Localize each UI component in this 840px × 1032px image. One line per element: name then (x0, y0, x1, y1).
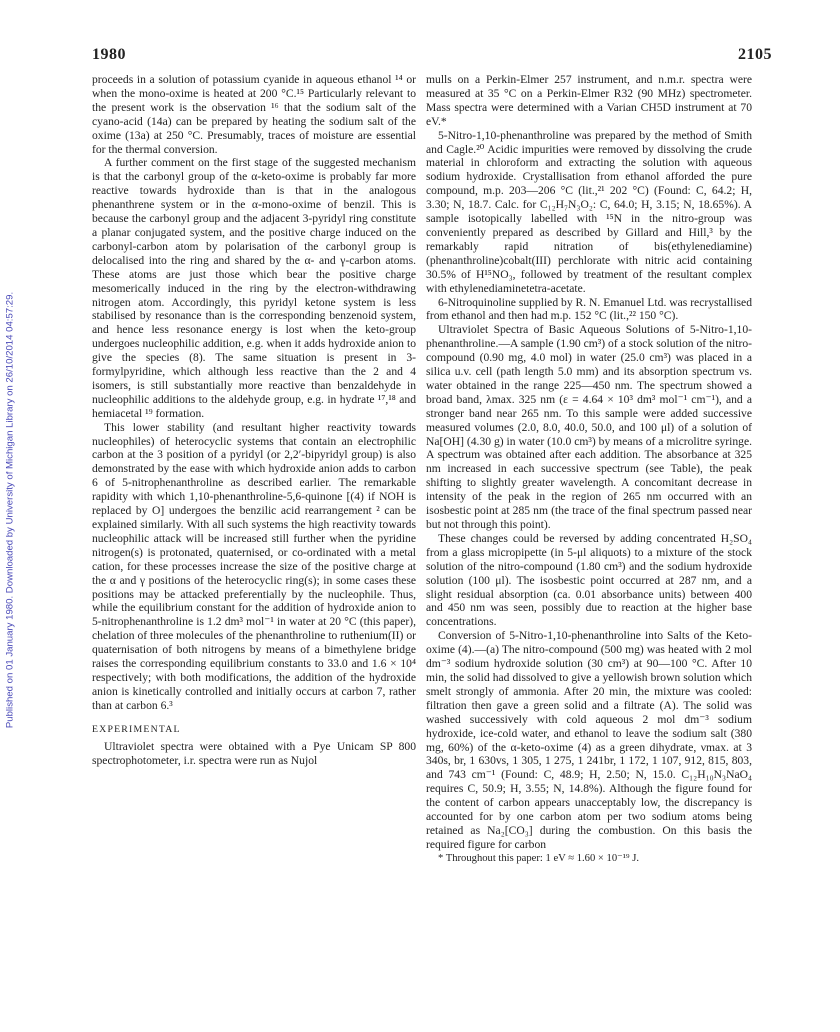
paragraph: proceeds in a solution of potassium cyanide in aqueous ethanol ¹⁴ or when the mono-oxime is heated at 200 °C.¹⁵ Particularly relevant to the present work is the observation ¹⁶ that the sodium salt of the cyano-acid (14a) can be prepared by heating the sodium salt of the oxime (13a) at 250 °C. Presumably, traces of moisture are essential for the thermal conversion. (92, 73, 416, 156)
paragraph: These changes could be reversed by adding concentrated H₂SO₄ from a glass micropipette (in 5-μl aliquots) to a mixture of the stock solution of the nitro-compound (1.80 cm³) and the sodium hydroxide solution (100 μl). The isosbestic point occurred at 287 nm, and a slight residual absorption (ca. 0.01 absorbance units) between 400 and 450 nm was seen, possibly due to reaction at the higher base concentrations. (426, 531, 752, 629)
publication-sidebar (0, 180, 20, 840)
right-column (426, 73, 752, 866)
paragraph: 6-Nitroquinoline supplied by R. N. Emanuel Ltd. was recrystallised from ethanol and then had m.p. 152 °C (lit.,²² 150 °C). (426, 295, 752, 323)
left-column (92, 73, 416, 767)
section-heading: EXPERIMENTAL (92, 723, 181, 735)
page-number: 2105 (738, 46, 772, 63)
paragraph: Ultraviolet Spectra of Basic Aqueous Solutions of 5-Nitro-1,10-phenanthroline.—A sample (1.90 cm³) of a stock solution of the nitro-compound (0.90 mg, 4.0 mol) in water (25.0 cm³) was placed in a silica u.v. cell (path length 5.0 mm) and its absorption spectrum vs. water obtained in the range 225—450 nm. The spectrum showed a broad band, λmax. 325 nm (ε = 4.64 × 10³ dm³ mol⁻¹ cm⁻¹), and a stronger band near 265 nm. To this sample were added successive measured volumes (2.0, 8.0, 40.0, 50.0, and 100 μl) of a solution of Na[OH] (4.30 g) in water (10.0 cm³) by means of a microlitre syringe. A spectrum was obtained after each addition. The absorbance at 325 nm increased in each successive spectrum (see Table), the peak shifting to slightly greater wavelength. A concomitant decrease in intensity of the peak in the region of 265 nm occurred with an isosbestic point at 285 nm (the trace of the final spectrum passed near but not through this point). (426, 323, 752, 531)
paragraph: Ultraviolet spectra were obtained with a Pye Unicam SP 800 spectrophotometer, i.r. spectra were run as Nujol (92, 739, 416, 767)
paragraph: A further comment on the first stage of the suggested mechanism is that the carbonyl group of the α-keto-oxime is probably far more reactive towards hydroxide than is that in the analogous phenanthrene system or in the α-mono-oxime of benzil. This is because the carbonyl group and the adjacent 3-pyridyl ring constitute a planar conjugated system, and the positive charge induced on the carbonyl-carbon atom by polarisation of the carbonyl group is delocalised into the ring and shared by the α- and γ-carbon atoms. These atoms are just those which bear the positive charge mesomerically induced in the ring by the electron-withdrawing nitrogen atom. Accordingly, this pyridyl ketone system is less stabilised by resonance than is the corresponding benzenoid system, and hence less resonance energy is lost when the keto-group undergoes nucleophilic addition, e.g. when it adds hydroxide anion to give the species (8). The same situation is present in 3-formylpyridine, which although less reactive than the 2 and 4 isomers, is still substantially more reactive than benzaldehyde in nucleophilic additions to the aldehyde group, e.g. in hydrate ¹⁷,¹⁸ and hemiacetal ¹⁹ formation. (92, 156, 416, 420)
paragraph: mulls on a Perkin-Elmer 257 instrument, and n.m.r. spectra were measured at 35 °C on a Perkin-Elmer R32 (90 MHz) spectrometer. Mass spectra were determined with a Varian CH5D instrument at 70 eV.* (426, 73, 752, 128)
footnote: * Throughout this paper: 1 eV ≈ 1.60 × 10⁻¹⁹ J. (438, 852, 639, 864)
paragraph: 5-Nitro-1,10-phenanthroline was prepared by the method of Smith and Cagle.²⁰ Acidic impurities were removed by dissolving the crude material in chloroform and extracting the solution with aqueous sodium hydroxide. Crystallisation from ethanol afforded the pure compound, m.p. 203—206 °C (lit.,²¹ 202 °C) (Found: C, 64.2; H, 3.30; N, 18.7. Calc. for C₁₂H₇N₃O₂: C, 64.0; H, 3.15; N, 18.65%). A sample isotopically labelled with ¹⁵N in the nitro-group was conveniently prepared as described by Gillard and Hill,³ by the remarkably rapid nitration of bis(ethylenediamine)(phenanthroline)cobalt(III) perchlorate with nitric acid containing 30.5% of H¹⁵NO₃, followed by treatment of the resultant complex with ethylenediaminetetra-acetate. (426, 128, 752, 295)
paragraph: This lower stability (and resultant higher reactivity towards nucleophiles) of heterocyclic systems that contain an electrophilic carbon at the 3 position of a pyridyl (or 2,2′-bipyridyl group) is also demonstrated by the ease with which hydroxide anion adds to carbon 6 of 5-nitrophenanthroline as described earlier. The remarkable rapidity with which 1,10-phenanthroline-5,6-quinone [(4) if NOH is replaced by O] undergoes the benzilic acid rearrangement ² can be explained similarly. With all such systems the high reactivity towards nucleophilic attack will be increased still further when the pyridine nitrogen(s) is protonated, quaternised, or co-ordinated with a metal cation, for these processes increase the size of the positive charge at the α and γ positions of the heterocyclic ring(s); in some cases these positions may be attacked preferentially by the nucleophile. Thus, while the equilibrium constant for the addition of hydroxide anion to 5-nitrophenanthroline is 1.2 dm³ mol⁻¹ in water at 20 °C (this paper), chelation of three molecules of the phenanthroline to ruthenium(II) or quaternisation of both nitrogens by means of a bimethylene bridge raises the corresponding equilibrium constants to 33.0 and 1.6 × 10⁴ respectively; with both modifications, the addition of the hydroxide anion is kinetically controlled and initially occurs at carbon 7, rather than at carbon 6.³ (92, 420, 416, 712)
paragraph: Conversion of 5-Nitro-1,10-phenanthroline into Salts of the Keto-oxime (4).—(a) The nitro-compound (500 mg) was heated with 2 mol dm⁻³ sodium hydroxide solution (30 cm³) at 90—100 °C. After 10 min, the solid had dissolved to give a yellowish brown solution which smelt strongly of ammonia. After 20 min, the mixture was cooled: filtration then gave a green solid and a filtrate (A). The solid was washed successively with cold aqueous 2 mol dm⁻³ sodium hydroxide, ice-cold water, and ethanol to leave the sodium salt (380 mg, 60%) of the α-keto-oxime (4) as a green dihydrate, νmax. at 3 340s, br, 1 630vs, 1 305, 1 275, 1 241br, 1 172, 1 107, 912, 815, 803, and 743 cm⁻¹ (Found: C, 48.9; H, 2.50; N, 15.0. C₁₂H₁₀N₃NaO₄ requires C, 50.9; H, 3.55; N, 14.8%). Although the figure found for the content of carbon appears unacceptably low, the discrepancy is accounted for by one carbon atom per two sodium atoms being retained as Na₂[CO₃] during the combustion. On this basis the required figure for carbon (426, 629, 752, 851)
publication-info-text: Published on 01 January 1980. Downloaded by University of Michigan Library on 26/10/2014 04:57:29. (4, 291, 16, 729)
page-year: 1980 (92, 46, 126, 63)
